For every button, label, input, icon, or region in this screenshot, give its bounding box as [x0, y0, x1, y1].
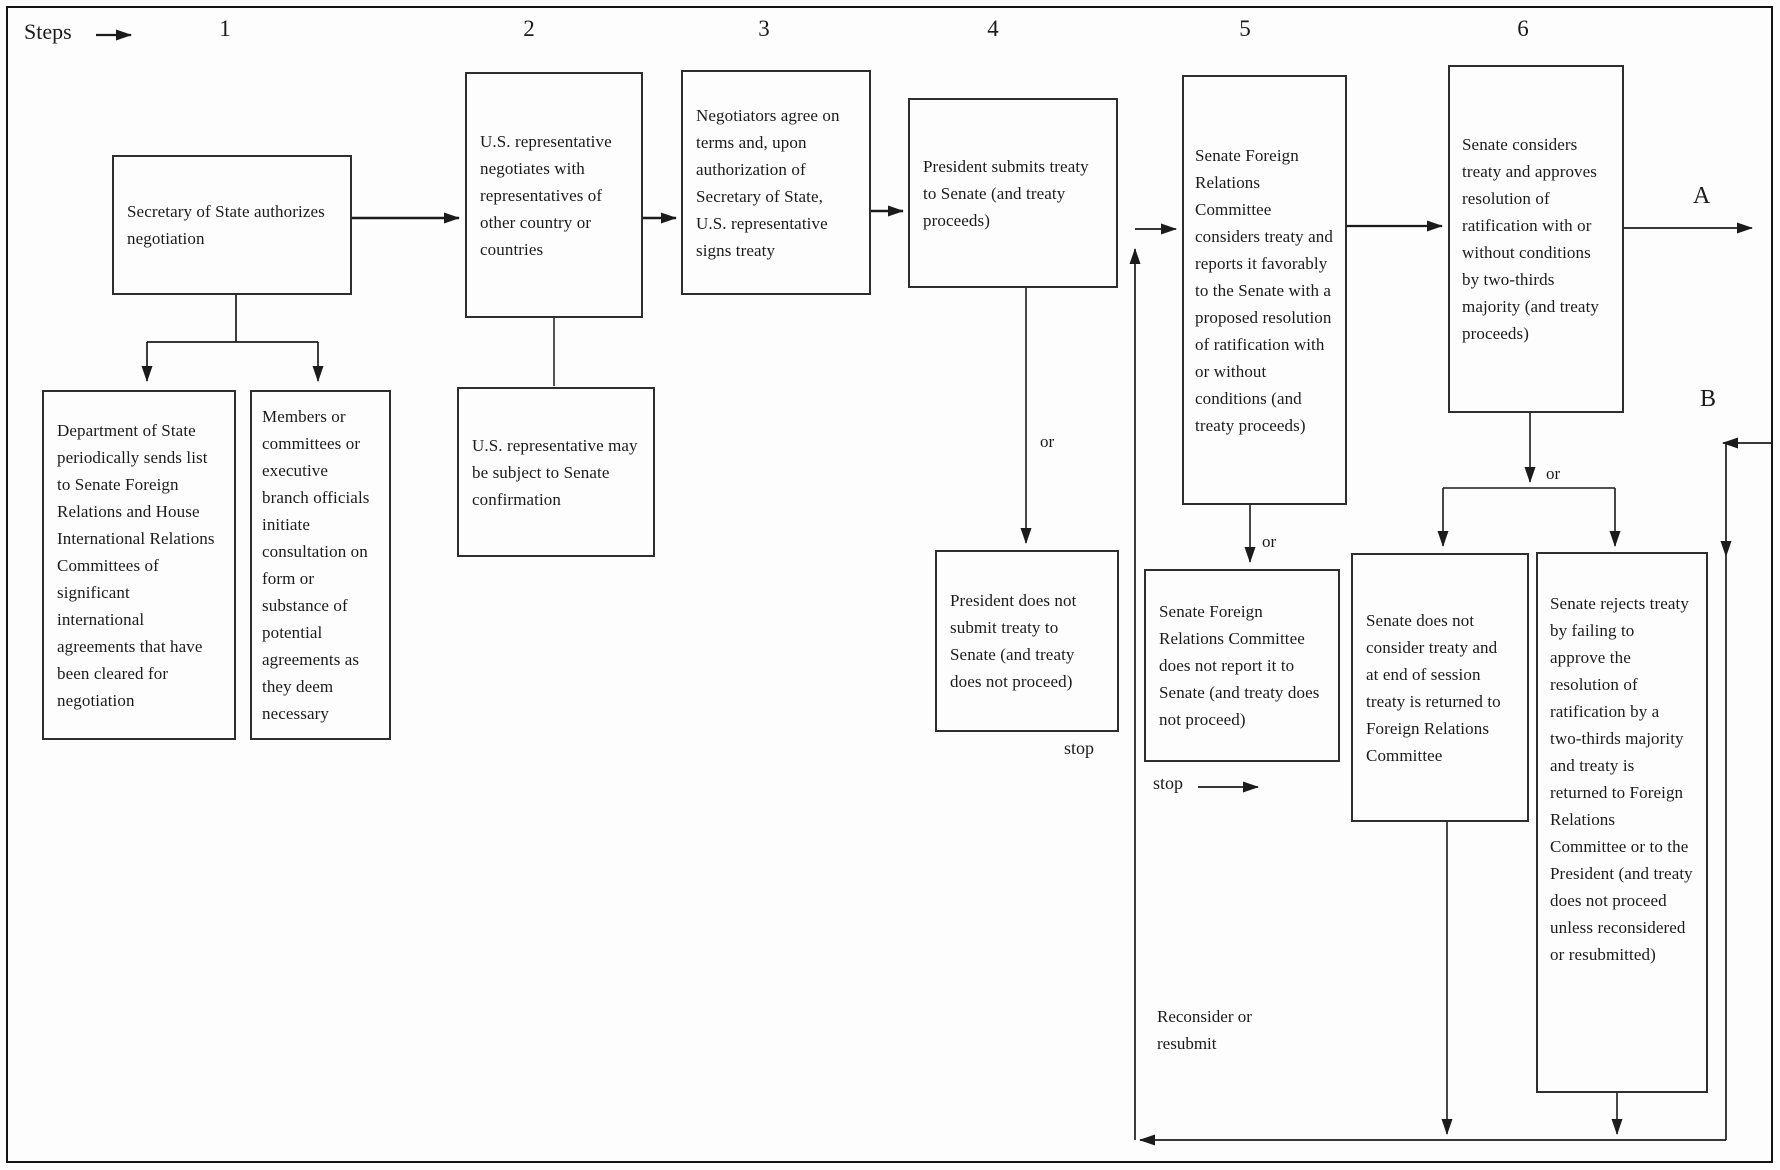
box-senate-approves	[1448, 65, 1624, 413]
box-secretary-authorizes-text: Secretary of State authorizes negotiation	[127, 202, 325, 248]
box-senate-rejects-text: Senate rejects treaty by failing to approve the resolution of ratification by a two-thirds majority and treaty is returned to Foreign Relations Committee or to the President (and treaty does not proceed unless reconsidered or resubmitted)	[1550, 594, 1693, 964]
box-us-rep-negotiates	[465, 72, 643, 318]
or-label-sfrc: or	[1262, 532, 1277, 551]
or-label-senate: or	[1546, 464, 1561, 483]
step-number-3: 3	[758, 16, 770, 41]
box-secretary-authorizes	[112, 155, 352, 295]
box-sfrc-not-report	[1144, 569, 1340, 762]
stop-label-sfrc: stop	[1153, 773, 1184, 793]
box-senate-rejects	[1536, 552, 1708, 1093]
box-members-consult	[250, 390, 391, 740]
box-president-submits-text: President submits treaty to Senate (and treaty proceeds)	[923, 156, 1089, 230]
box-dept-state-list	[42, 390, 236, 740]
box-negotiators-agree	[681, 70, 871, 295]
box-president-submits	[908, 98, 1118, 288]
step-number-2: 2	[523, 16, 535, 41]
steps-header-label: Steps	[24, 19, 72, 44]
exit-b-label: B	[1700, 386, 1717, 412]
box-us-rep-negotiates-text: U.S. representative negotiates with representatives of other country or countries	[480, 131, 612, 259]
step-number-4: 4	[987, 16, 999, 41]
box-president-not-submit-text: President does not submit treaty to Senate (and treaty does not proceed)	[950, 591, 1077, 691]
box-members-consult-text: Members or committees or executive branch officials initiate consultation on form or substance of potential agreements as they deem necessary	[262, 407, 370, 723]
box-president-not-submit	[935, 550, 1119, 732]
box-us-rep-confirmation-text: U.S. representative may be subject to Senate confirmation	[472, 435, 638, 509]
step-number-1: 1	[219, 16, 231, 41]
box-us-rep-confirmation	[457, 387, 655, 557]
or-label-president: or	[1040, 432, 1055, 451]
box-dept-state-list-text: Department of State periodically sends list to Senate Foreign Relations and House International Relations Committees of significant international agreements that have been cleared for negotiation	[57, 420, 215, 710]
box-sfrc-reports	[1182, 75, 1347, 505]
box-senate-approves-text: Senate considers treaty and approves resolution of ratification with or without conditions by two-thirds majority (and treaty proceeds)	[1462, 135, 1600, 343]
exit-a-label: A	[1693, 183, 1711, 209]
box-sfrc-not-report-text: Senate Foreign Relations Committee does not report it to Senate (and treaty does not proceed)	[1159, 602, 1320, 729]
stop-label-president: stop	[1064, 738, 1095, 758]
reconsider-resubmit-label: Reconsider or resubmit	[1157, 1007, 1252, 1053]
box-senate-not-consider	[1351, 553, 1529, 822]
step-number-5: 5	[1239, 16, 1251, 41]
box-senate-not-consider-text: Senate does not consider treaty and at end of session treaty is returned to Foreign Relations Committee	[1366, 610, 1501, 765]
box-sfrc-reports-text: Senate Foreign Relations Committee considers treaty and reports it favorably to the Senate with a proposed resolution of ratification with or without conditions (and treaty proceeds)	[1195, 145, 1333, 435]
step-number-6: 6	[1517, 16, 1529, 41]
box-negotiators-agree-text: Negotiators agree on terms and, upon authorization of Secretary of State, U.S. representative signs treaty	[696, 105, 840, 260]
